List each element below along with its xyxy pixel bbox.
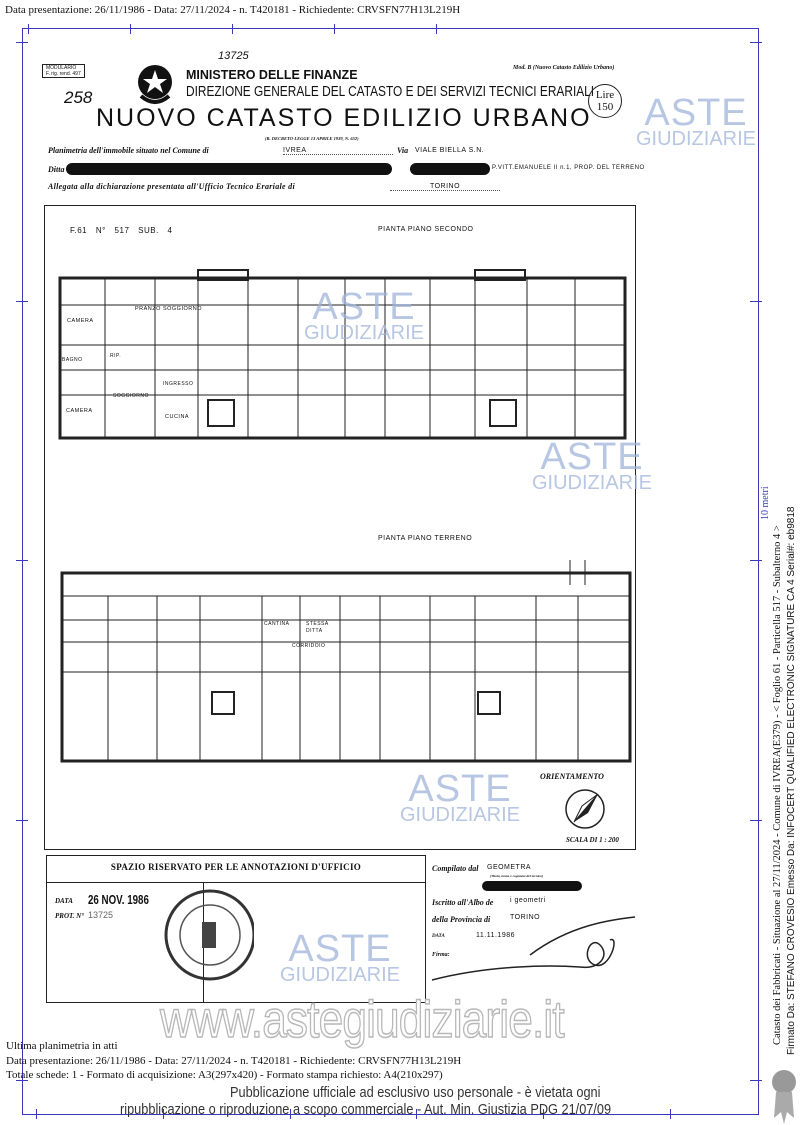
watermark-giudiziarie: GIUDIZIARIE [400,804,521,827]
signature-icon [430,915,640,990]
ground-plan-title: PIANTA PIANO TERRENO [378,535,473,542]
modulario-sub: F. rig. rend. 497 [46,71,81,77]
annotation-date-label: DATA [55,897,73,905]
room-label: SOGGIORNO [113,393,149,399]
cadastral-reference: F.61 N° 517 SUB. 4 [70,226,173,235]
stamp-duty-value: 150 [596,101,614,113]
room-label: BAGNO [62,357,83,363]
footer-line-2: Totale schede: 1 - Formato di acquisizione: A3(297x420) - Formato stampa richiesto: A4(210x297) [6,1069,443,1081]
watermark-giudiziarie: GIUDIZIARIE [532,472,653,495]
firma-label: Firma: [432,952,450,958]
decree-ref: (R. DECRETO-LEGGE 13 APRILE 1939, N. 652) [265,136,359,141]
compilato-note: (Titolo, nome e cognome del tecnico) [490,874,544,878]
wall [208,400,234,426]
room-label: CAMERA [67,318,94,324]
signature-seal-icon [770,1068,798,1125]
modulario-label: MODULARIO [46,65,77,71]
comune-value: IVREA [283,147,393,155]
allegata-value: TORINO [390,183,500,191]
ministry-name: MINISTERO DELLE FINANZE [186,68,358,82]
last-plan-label: Ultima planimetria in atti [6,1040,118,1052]
compiler-date-value: 11.11.1986 [476,932,515,939]
provincia-value: TORINO [510,914,541,921]
document-title: NUOVO CATASTO EDILIZIO URBANO [96,104,592,132]
annotation-date-value: 26 NOV. 1986 [88,892,149,907]
watermark-aste: ASTE [540,436,644,478]
room-label: INGRESSO [163,381,194,387]
aste-giudiziarie-watermark [280,928,401,987]
via-value: VIALE BIELLA S.N. [415,147,485,154]
comune-label: Planimetria dell'immobile situato nel Comune di [48,146,209,155]
redaction-bar [482,881,582,891]
model-label: Mod. B (Nuovo Catasto Edilizio Urbano) [513,65,615,71]
prot-label: PROT. N° [55,912,84,920]
watermark-giudiziarie: GIUDIZIARIE [280,964,401,987]
watermark-aste: ASTE [288,928,392,970]
room-label: STESSA DITTA [306,621,329,634]
watermark-aste: ASTE [644,92,748,134]
ditta-label: Ditta [48,165,65,174]
wall [478,692,500,714]
watermark-giudiziarie: GIUDIZIARIE [636,128,757,151]
cadastre-situation: Catasto dei Fabbricati - Situazione al 27/11/2024 - Comune di IVREA(E379) - < Foglio 61 - Particella 517 - Subalterno 4 > [772,525,783,1045]
publication-notice-1: Pubblicazione ufficiale ad esclusivo uso personale - è vietata ogni [230,1084,601,1101]
direction-name: DIREZIONE GENERALE DEL CATASTO E DEI SERVIZI TECNICI ERARIALI [186,84,595,100]
annotations-title: SPAZIO RISERVATO PER LE ANNOTAZIONI D'UFFICIO [110,862,362,872]
allegata-label: Allegata alla dichiarazione presentata all'Ufficio Tecnico Erariale di [48,182,295,191]
footer-line-1: Data presentazione: 26/11/1986 - Data: 27/11/2024 - n. T420181 - Richiedente: CRVSFN77H13L219H [6,1055,462,1067]
compiler-date-label: DATA [432,934,445,939]
top-request-line: Data presentazione: 26/11/1986 - Data: 27/11/2024 - n. T420181 - Richiedente: CRVSFN77H13L219H [5,4,461,16]
aste-giudiziarie-watermark [304,286,425,345]
prot-value: 13725 [88,910,114,920]
room-label: PRANZO SOGGIORNO [135,306,202,312]
albo-label: Iscritto all'Albo de [432,898,494,907]
scale-bar-label: 10 metri [760,486,771,520]
room-label: CAMERA [66,408,93,414]
handwritten-number-top: 13725 [218,50,249,62]
orientation-label: ORIENTAMENTO [540,772,604,781]
aste-giudiziarie-watermark [532,436,653,495]
publication-notice-2: ripubblicazione o riproduzione a scopo commerciale - Aut. Min. Giustizia PDG 21/07/09 [120,1101,612,1118]
wall [62,573,630,761]
via-label: Via [397,146,409,155]
aste-giudiziarie-watermark [636,92,757,151]
watermark-aste: ASTE [312,286,416,328]
room-label: CUCINA [165,414,190,420]
ditta-value: P.VITT.EMANUELE II n.1, PROP. DEL TERRENO [492,165,645,171]
office-stamp-icon [158,870,254,1005]
stamp-duty-label: Lire [595,89,615,101]
handwritten-number-left: 258 [64,88,93,107]
compilato-value: GEOMETRA [487,864,532,871]
wall [212,692,234,714]
provincia-label: della Provincia di [432,915,491,924]
wall [490,400,516,426]
compilato-label: Compilato dal [432,864,479,873]
room-label: RIP. [110,353,122,359]
watermark-giudiziarie: GIUDIZIARIE [304,322,425,345]
upper-plan-title: PIANTA PIANO SECONDO [378,226,474,233]
watermark-aste: ASTE [408,768,512,810]
scale-label: SCALA DI 1 : 200 [566,836,619,844]
room-label: CANTINA [264,621,290,627]
north-arrow-icon [560,786,610,837]
albo-value: i geometri [510,897,546,904]
website-watermark: www.astegiudiziarie.it [160,991,564,1049]
room-label: CORRIDOIO [292,643,326,649]
aste-giudiziarie-watermark [400,768,521,827]
digital-signature-info: Firmato Da: STEFANO CROVESIO Emesso Da: INFOCERT QUALIFIED ELECTRONIC SIGNATURE CA 4 Serial#: eb9818 [786,506,797,1055]
